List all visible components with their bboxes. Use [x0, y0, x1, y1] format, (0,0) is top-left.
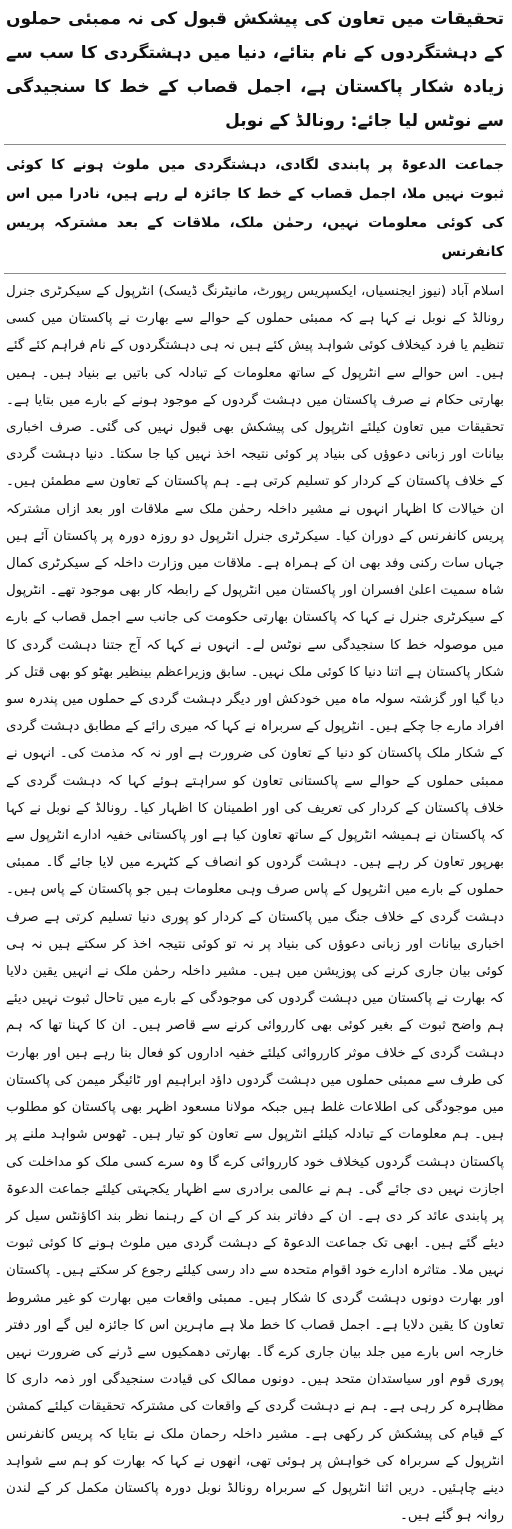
- article-body: اسلام آباد (نیوز ایجنسیاں، ایکسپریس رپورٹ، مانیٹرنگ ڈیسک) انٹرپول کے سیکرٹری جنرل رونالڈ کے نوبل نے کہا ہے کہ ممبئی حملوں کے حوالے سے بھارت نے پاکستان میں کسی تنظیم یا فرد کیخلاف کوئی شواہد پیش کئے ہیں نہ ہی دہشتگردوں کے نام فراہم کئے گئے ہیں۔ اس حوالے سے انٹرپول کے ساتھ معلومات کے تبادلہ کی باتیں بے بنیاد ہیں۔ ہمیں بھارتی حکام نے صرف پاکستان میں دہشت گردوں کے موجود ہونے کے بارے میں بتایا ہے۔ تحقیقات میں تعاون کیلئے انٹرپول کی پیشکش بھی قبول نہیں کی گئی۔ صرف اخباری بیانات اور زبانی دعوؤں کی بنیاد پر کوئی نتیجہ اخذ نہیں کیا جا سکتا۔ دنیا دہشت گردی کے خلاف پاکستان کے کردار کو تسلیم کرتی ہے۔ ہم پاکستان کے تعاون سے مطمئن ہیں۔ ان خیالات کا اظہار انہوں نے مشیر داخلہ رحمٰن ملک سے ملاقات اور بعد ازاں مشترکہ پریس کانفرنس کے دوران کیا۔ سیکرٹری جنرل انٹرپول دو روزہ دورہ پر پاکستان آئے ہیں جہاں سات رکنی وفد بھی ان کے ہمراہ ہے۔ ملاقات میں وزارت داخلہ کے سیکرٹری کمال شاہ سمیت اعلیٰ افسران اور پاکستان میں انٹرپول کے رابطہ کار بھی موجود تھے۔ انٹرپول کے سیکرٹری جنرل نے کہا کہ پاکستان بھارتی حکومت کی جانب سے اجمل قصاب کے بارے میں موصولہ خط کا سنجیدگی سے نوٹس لے۔ انہوں نے کہا کہ آج جتنا دہشت گردی کا شکار پاکستان ہے اتنا دنیا کا کوئی ملک نہیں۔ سابق وزیراعظم بینظیر بھٹو کو بھی قتل کر دیا گیا اور گزشتہ سولہ ماہ میں خودکش اور دیگر دہشت گردی کے حملوں میں پندرہ سو افراد مارے جا چکے ہیں۔ انٹرپول کے سربراہ نے کہا کہ میری رائے کے مطابق دہشت گردی کے شکار ملک پاکستان کو دنیا کے تعاون کی ضرورت ہے اور نہ کہ مذمت کی۔ انہوں نے ممبئی حملوں کے حوالے سے پاکستانی تعاون کو سراہتے ہوئے کہا کہ دہشت گردی کے خلاف پاکستان کے کردار کی تعریف کی اور اطمینان کا اظہار کیا۔ رونالڈ کے نوبل نے کہا کہ پاکستان نے ہمیشہ انٹرپول کے ساتھ تعاون کیا ہے اور پاکستانی خفیہ ادارے انٹرپول سے بھرپور تعاون کر رہے ہیں۔ دہشت گردوں کو انصاف کے کٹہرے میں لایا جائے گا۔ ممبئی حملوں کے بارے میں انٹرپول کے پاس صرف وہی معلومات ہیں جو پاکستان کے پاس ہیں۔ دہشت گردی کے خلاف جنگ میں پاکستان کے کردار کو پوری دنیا تسلیم کرتی ہے صرف اخباری بیانات اور زبانی دعوؤں کی بنیاد پر نہ تو کوئی نتیجہ اخذ کر سکتے ہیں نہ ہی کوئی بیان جاری کرنے کی پوزیشن میں ہیں۔ مشیر داخلہ رحمٰن ملک نے انہیں یقین دلایا کہ بھارت نے پاکستان میں دہشت گردوں کی موجودگی کے بارے میں تاحال ثبوت نہیں دیئے ہم واضح ثبوت کے بغیر کوئی بھی کارروائی کرنے سے قاصر ہیں۔ ان کا کہنا تھا کہ ہم دہشت گردی کے خلاف موثر کارروائی کیلئے خفیہ اداروں کو فعال بنا رہے ہیں اور بھارت کی طرف سے ممبئی حملوں میں دہشت گردوں داؤد ابراہیم اور ٹائیگر میمن کی پاکستان میں موجودگی کی اطلاعات غلط ہیں جبکہ مولانا مسعود اظہر بھی پاکستان کو مطلوب ہیں۔ ہم معلومات کے تبادلہ کیلئے انٹرپول سے تعاون کو تیار ہیں۔ ٹھوس شواہد ملنے پر پاکستان دہشت گردوں کیخلاف خود کارروائی کرے گا وہ سرے کسی ملک کو مداخلت کی اجازت نہیں دی جائے گی۔ ہم نے عالمی برادری سے اظہار یکجہتی کیلئے جماعت الدعوۃ پر پابندی عائد کر دی ہے۔ ان کے دفاتر بند کر کے ان کے رہنما نظر بند اکاؤنٹس سیل کر دیئے گئے ہیں۔ ابھی تک جماعت الدعوۃ کے دہشت گردی میں ملوث ہونے کا کوئی ثبوت نہیں ملا۔ متاثرہ ادارے خود اقوام متحدہ سے داد رسی کیلئے رجوع کر سکتے ہیں۔ پاکستان اور بھارت دونوں دہشت گردی کا شکار ہیں۔ ممبئی واقعات میں بھارت کو غیر مشروط تعاون کا یقین دلایا ہے۔ اجمل قصاب کا خط ملا ہے ماہرین اس کا جائزہ لیں گے اور دفتر خارجہ اس بارے میں جلد بیان جاری کرے گا۔ بھارتی دھمکیوں سے ڈرنے کی ضرورت نہیں پوری قوم اور سیاستدان متحد ہیں۔ دونوں ممالک کی قیادت سنجیدگی اور ذمہ داری کا مظاہرہ کر رہی ہے۔ ہم نے دہشت گردی کے واقعات کی مشترکہ تحقیقات کیلئے کمشن کے قیام کی پیشکش کر رکھی ہے۔ مشیر داخلہ رحمان ملک نے بتایا کہ پریس کانفرنس انٹرپول کے سربراہ کی خواہش پر ہوئی تھی، انھوں نے کہا کہ بھارت کو ہم سے شواہد دینے چاہئیں۔ دریں اثنا انٹرپول کے سربراہ رونالڈ نوبل دورہ پاکستان مکمل کر کے لندن روانہ ہو گئے ہیں۔: [6, 284, 504, 1524]
- subhead-divider: [4, 273, 506, 274]
- headline-divider: [4, 144, 506, 145]
- article-subheadline: جماعت الدعوۃ پر پابندی لگادی، دہشتگردی میں ملوث ہونے کا کوئی ثبوت نہیں ملا، اجمل قصاب کے خط کا جائزہ لے رہے ہیں، نادرا میں اس کی کوئی معلومات نہیں، رحمٰن ملک، ملاقات کے بعد مشترکہ پریس کانفرنس: [6, 157, 504, 260]
- news-article: [4, 2, 506, 1524]
- article-headline: تحقیقات میں تعاون کی پیشکش قبول کی نہ ممبئی حملوں کے دہشتگردوں کے نام بتائے، دنیا میں دہشتگردی کا سب سے زیادہ شکار پاکستان ہے، اجمل قصاب کے خط کا سنجیدگی سے نوٹس لیا جائے: رونالڈ کے نوبل: [6, 9, 504, 131]
